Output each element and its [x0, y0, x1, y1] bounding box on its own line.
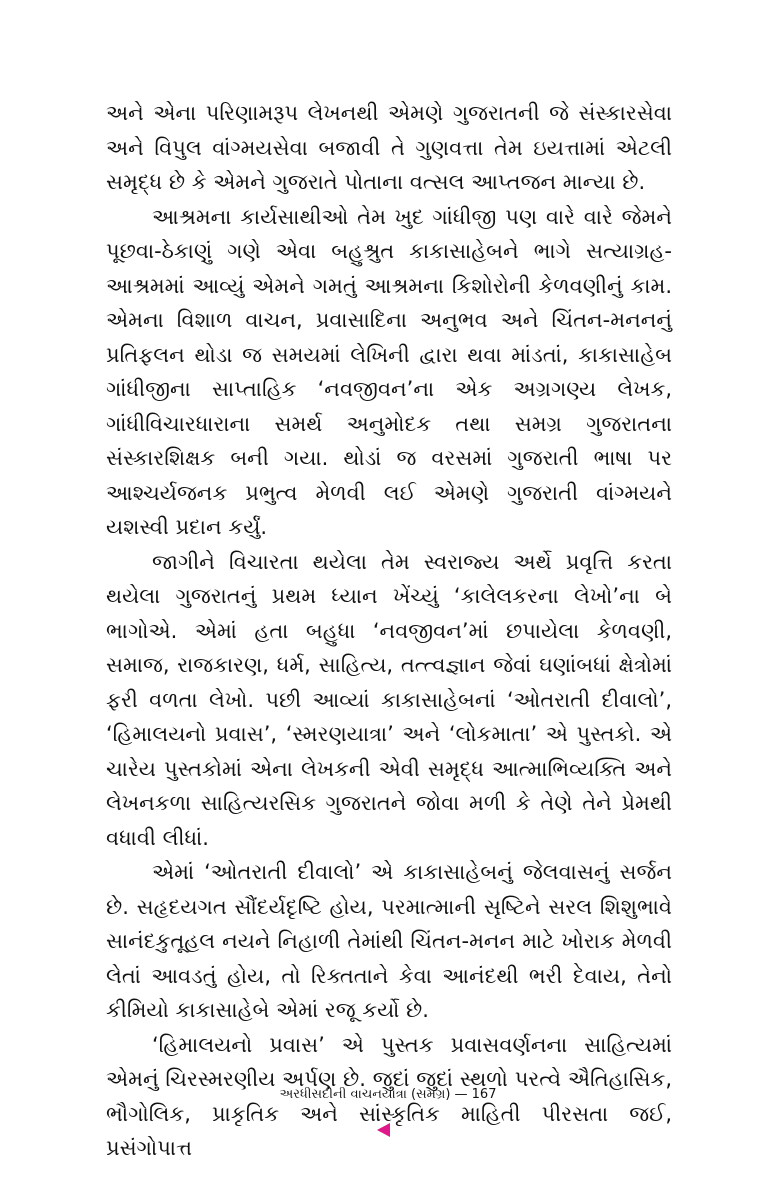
page-footer: અરધીસદીની વાચનયાત્રા (સમગ્ર) — 167 — [279, 1087, 497, 1102]
paragraph-2: આશ્રમના કાર્યસાથીઓ તેમ ખુદ ગાંધીજી પણ વારે વારે જેમને પૂછવા-ઠેકાણું ગણે એવા બહુશ્રુત કાકાસાહેબને ભાગે સત્યાગ્રહ-આશ્રમમાં આવ્યું એમને ગમતું આશ્રમના કિશોરોની કેળવણીનું કામ. એમના વિશાળ વાચન, પ્રવાસાદિના અનુભવ અને ચિંતન-મનનનું પ્રતિફલન થોડા જ સમયમાં લેખિની દ્વારા થવા માંડતાં, કાકાસાહેબ ગાંધીજીના સાપ્તાહિક ‘નવજીવન’ના એક અગ્રગણ્ય લેખક, ગાંધીવિચારધારાના સમર્થ અનુમોદક તથા સમગ્ર ગુજરાતના સંસ્કારશિક્ષક બની ગયા. થોડાં જ વરસમાં ગુજરાતી ભાષા પર આશ્ચર્યજનક પ્રભુત્વ મેળવી લઈ એમણે ગુજરાતી વાંગ્મયને યશસ્વી પ્રદાન કર્યું. — [106, 204, 672, 539]
paragraph-3: જાગીને વિચારતા થયેલા તેમ સ્વરાજ્ય અર્થે પ્રવૃત્તિ કરતા થયેલા ગુજરાતનું પ્રથમ ધ્યાન ખેંચ્યું ‘કાલેલકરના લેખો’ના બે ભાગોએ. એમાં હતા બહુધા ‘નવજીવન’માં છપાયેલા કેળવણી, સમાજ, રાજકારણ, ધર્મ, સાહિત્ય, તત્ત્વજ્ઞાન જેવાં ઘણાંબધાં ક્ષેત્રોમાં ફરી વળતા લેખો. પછી આવ્યાં કાકાસાહેબનાં ‘ઓતરાતી દીવાલો’, ‘હિમાલયનો પ્રવાસ’, ‘સ્મરણયાત્રા’ અને ‘લોકમાતા’ એ પુસ્તકો. એ ચારેય પુસ્તકોમાં એના લેખકની એવી સમૃદ્ધ આત્માભિવ્યક્તિ અને લેખનકળા સાહિત્યરસિક ગુજરાતને જોવા મળી કે તેણે તેને પ્રેમથી વધાવી લીધાં. — [106, 549, 672, 850]
paragraph-4: એમાં ‘ઓતરાતી દીવાલો’ એ કાકાસાહેબનું જેલવાસનું સર્જન છે. સહૃદયગત સૌંદર્યદૃષ્ટિ હોય, પરમાત્માની સૃષ્ટિને સરલ શિશુભાવે સાનંદકુતૂહલ નયને નિહાળી તેમાંથી ચિંતન-મનન માટે ખોરાક મેળવી લેતાં આવડતું હોય, તો રિક્તતાને કેવા આનંદથી ભરી દેવાય, તેનો કીમિયો કાકાસાહેબે એમાં રજૂ કર્યો છે. — [106, 860, 672, 1022]
paragraph-1: અને એના પરિણામરૂપ લેખનથી એમણે ગુજરાતની જે સંસ્કારસેવા અને વિપુલ વાંગ્મયસેવા બજાવી તે ગુણવત્તા તેમ ઇયત્તામાં એટલી સમૃદ્ધ છે કે એમને ગુજરાતે પોતાના વત્સલ આપ્તજન માન્યા છે. — [106, 101, 672, 194]
previous-page-icon[interactable] — [377, 1123, 390, 1137]
page-body — [106, 96, 672, 1166]
paragraph-5: ‘હિમાલયનો પ્રવાસ’ એ પુસ્તક પ્રવાસવર્ણનના સાહિત્યમાં એમનું ચિરસ્મરણીય અર્પણ છે. જુદાં જુદાં સ્થળો પરત્વે ઐતિહાસિક, ભૌગોલિક, પ્રાકૃતિક અને સાંસ્કૃતિક માહિતી પીરસતા જઈ, પ્રસંગોપાત્ત — [106, 1032, 672, 1160]
